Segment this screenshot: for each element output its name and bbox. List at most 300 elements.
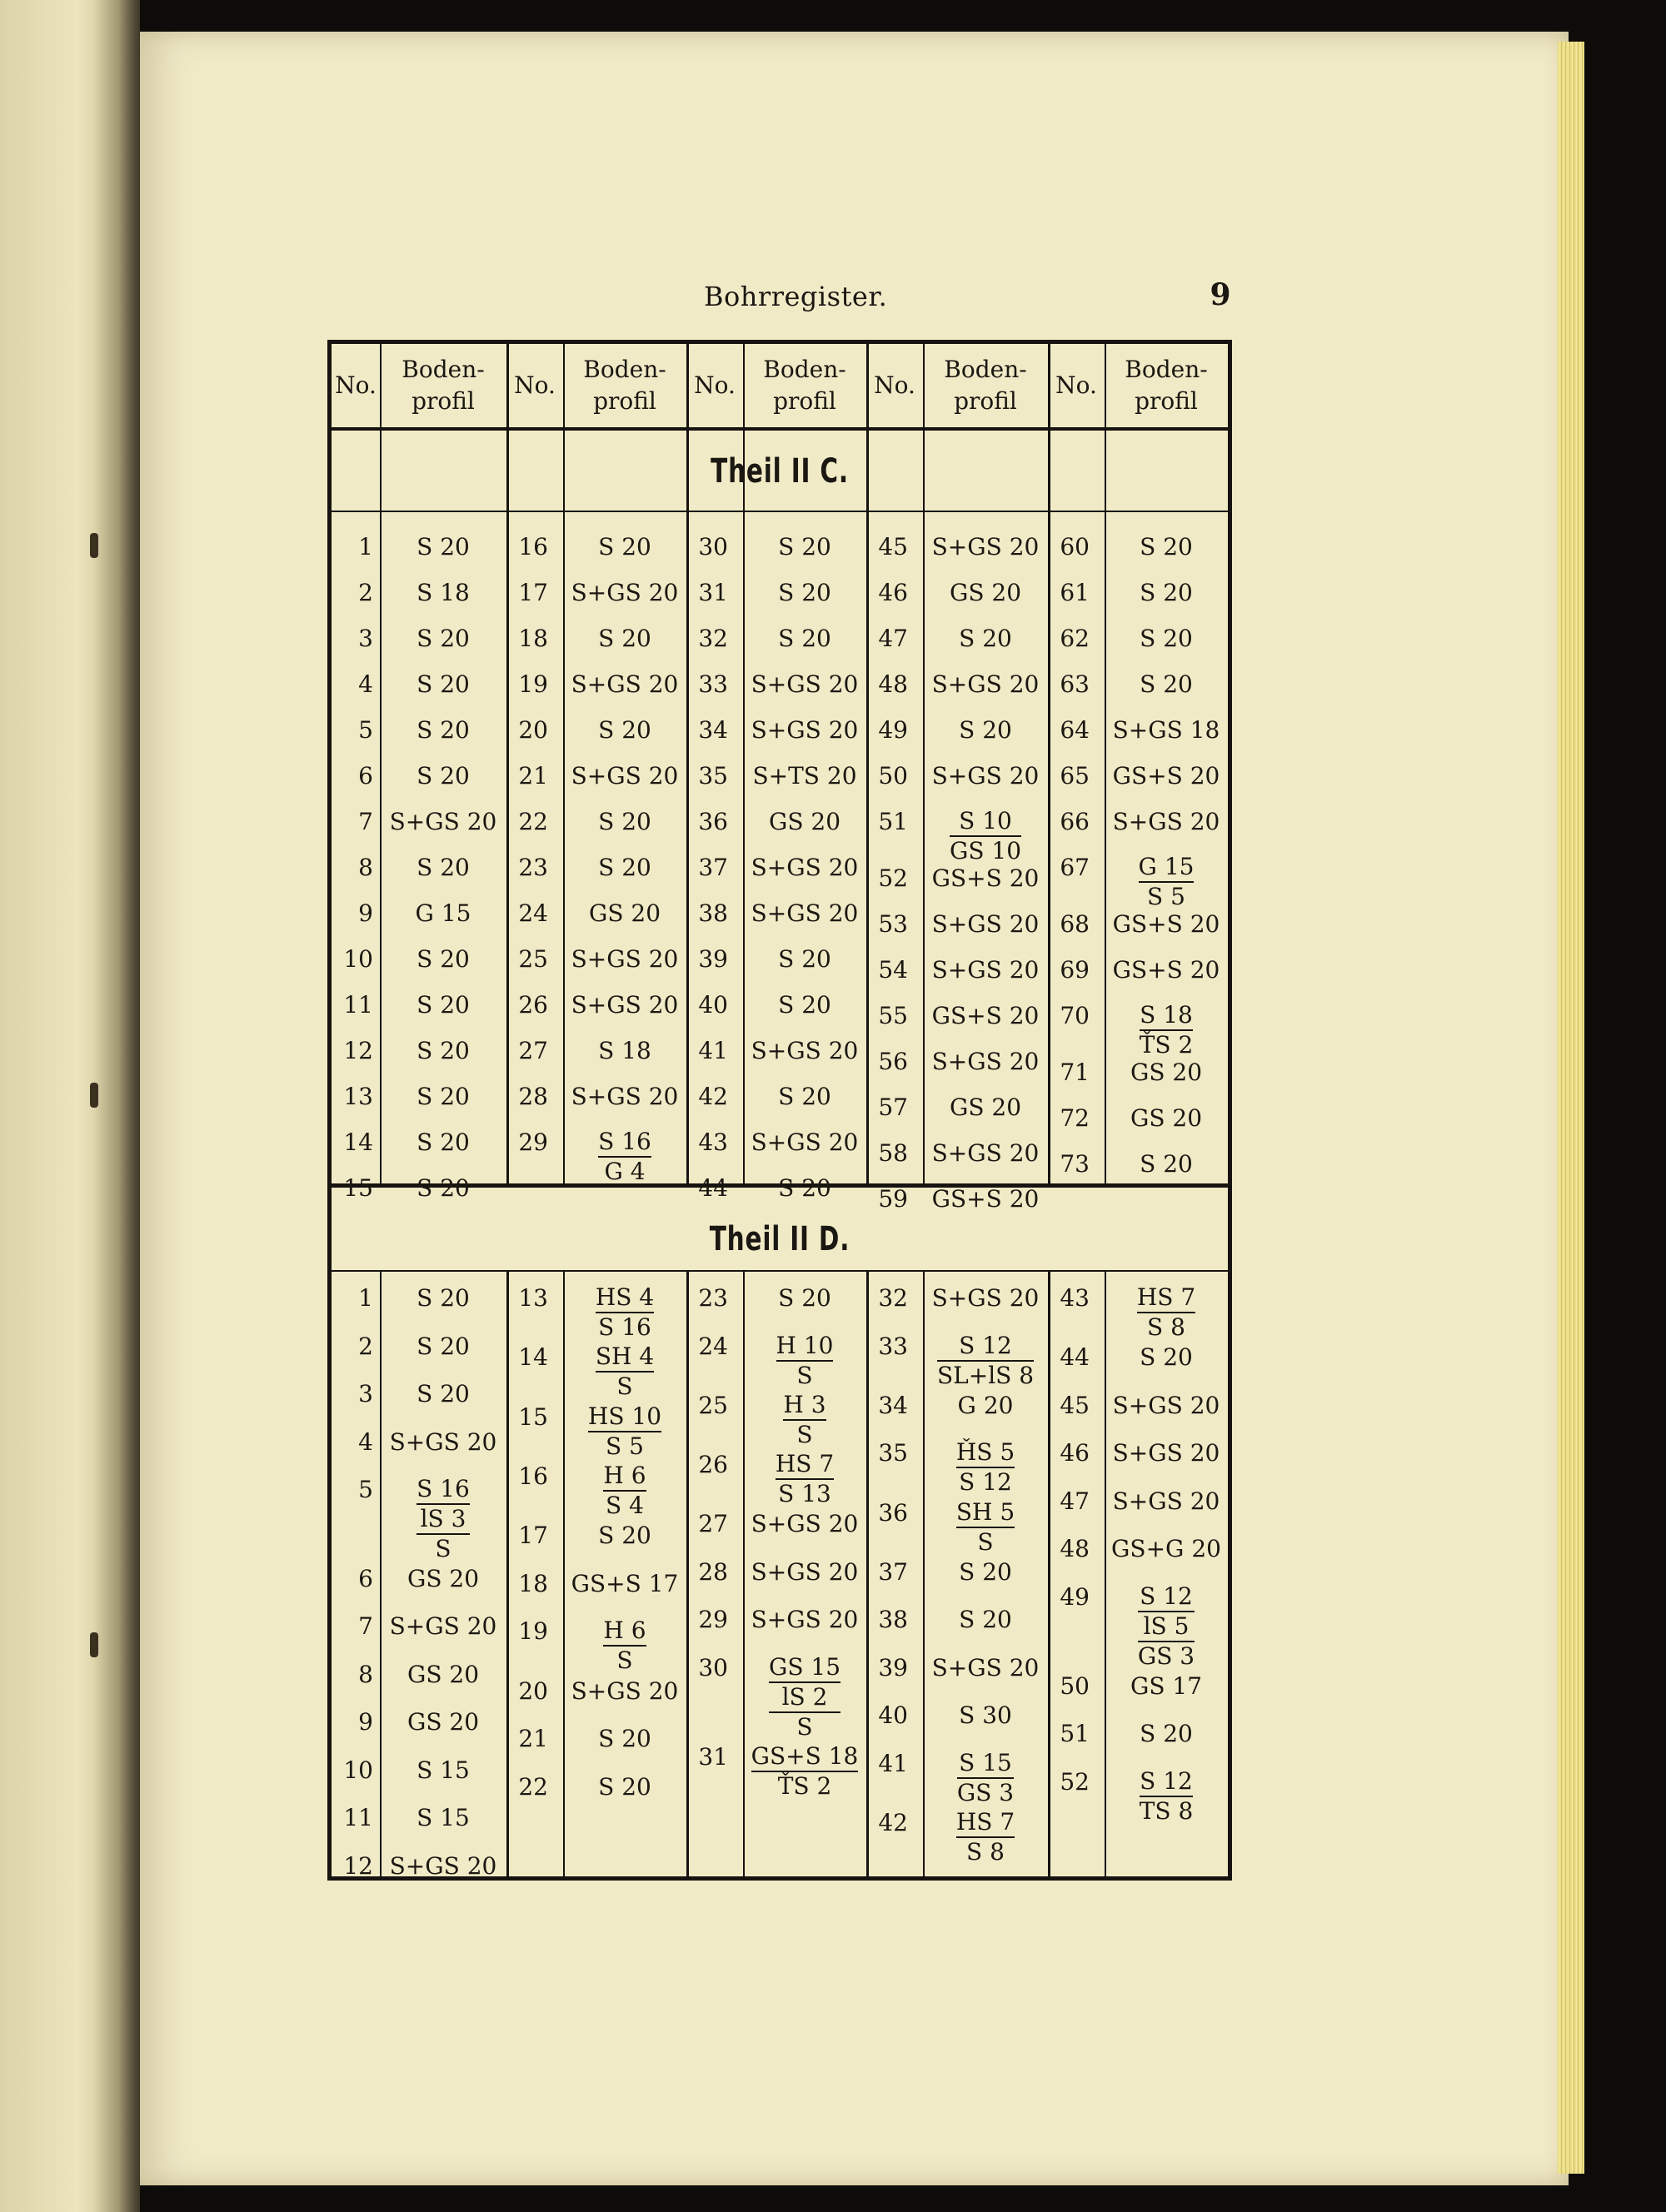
group-rule xyxy=(506,1270,509,1881)
group-rule xyxy=(866,1270,869,1881)
register-no: 4 xyxy=(358,670,373,698)
soil-profile: S+GS 20 xyxy=(931,762,1040,790)
binding-thread xyxy=(90,1083,98,1108)
register-no: 55 xyxy=(878,1002,908,1030)
soil-profile: S+GS 20 xyxy=(751,899,859,927)
register-no: 2 xyxy=(358,579,373,606)
register-no: 10 xyxy=(343,1756,373,1784)
soil-profile: S+GS 20 xyxy=(571,1676,679,1705)
header-profile xyxy=(380,344,506,427)
register-no: 27 xyxy=(698,1510,728,1538)
soil-profile: GS+S 20 xyxy=(931,1002,1040,1030)
register-no: 33 xyxy=(878,1332,908,1360)
page-block-edge xyxy=(1558,42,1584,2174)
register-no: 18 xyxy=(518,1569,548,1597)
soil-profile: GS+S 20 xyxy=(1112,956,1220,984)
register-no: 43 xyxy=(1060,1284,1090,1312)
group-rule xyxy=(506,344,509,1183)
profile-layer: SL+lS 8 xyxy=(936,1361,1035,1389)
register-no: 54 xyxy=(878,956,908,984)
soil-profile: S+GS 20 xyxy=(1112,1487,1220,1515)
profile-layer: S 12 xyxy=(1140,1582,1193,1610)
header-profile xyxy=(1105,344,1228,427)
layered-profile xyxy=(956,1748,1015,1806)
register-no: 30 xyxy=(698,533,728,560)
soil-profile: S 15 xyxy=(416,1756,470,1784)
register-no: 45 xyxy=(878,533,908,560)
soil-profile xyxy=(563,1129,686,1185)
layered-profile xyxy=(776,1333,834,1388)
register-no: 69 xyxy=(1060,956,1090,984)
register-no: 43 xyxy=(698,1128,728,1156)
group-rule xyxy=(686,1270,689,1881)
soil-profile: S 20 xyxy=(416,1380,470,1407)
column-rule xyxy=(743,344,745,1183)
soil-profile: S 20 xyxy=(598,1772,651,1801)
register-no: 30 xyxy=(698,1653,728,1681)
column-rule xyxy=(563,1270,565,1881)
register-no: 10 xyxy=(343,945,373,973)
profile-layer: TS 8 xyxy=(1139,1796,1194,1825)
header-no: No. xyxy=(514,371,556,399)
soil-profile xyxy=(563,1344,686,1400)
register-no: 7 xyxy=(358,1612,373,1641)
register-no: 20 xyxy=(518,1676,548,1705)
layered-profile xyxy=(751,1741,859,1800)
soil-profile: GS 20 xyxy=(949,1094,1022,1122)
header-profile-line1: Boden- xyxy=(944,356,1027,383)
register-no: 36 xyxy=(878,1498,908,1527)
register-no: 62 xyxy=(1060,625,1090,652)
soil-profile: S 20 xyxy=(598,625,651,652)
soil-profile: S+GS 20 xyxy=(389,1427,497,1456)
soil-profile xyxy=(923,1333,1048,1389)
profile-layer: S 4 xyxy=(606,1491,644,1519)
register-no: 32 xyxy=(878,1284,908,1312)
soil-profile xyxy=(563,1285,686,1341)
profile-layer: ŤS 2 xyxy=(777,1771,832,1800)
profile-layer: S 5 xyxy=(606,1432,644,1460)
soil-profile: S+GS 20 xyxy=(571,762,679,790)
layered-profile xyxy=(956,1810,1015,1865)
register-no: 16 xyxy=(518,1462,548,1490)
register-no: 42 xyxy=(698,1083,728,1110)
soil-profile: S 20 xyxy=(416,533,470,560)
register-no: 32 xyxy=(698,625,728,652)
register-no: 26 xyxy=(518,991,548,1019)
soil-profile: S 20 xyxy=(598,854,651,881)
register-no: 9 xyxy=(358,1708,373,1736)
soil-profile: S+GS 20 xyxy=(571,991,679,1019)
register-no: 8 xyxy=(358,854,373,881)
profile-layer: SH 5 xyxy=(955,1497,1015,1526)
soil-profile: GS 20 xyxy=(949,579,1022,606)
soil-profile: S 20 xyxy=(416,1284,470,1312)
layered-profile xyxy=(1137,1285,1195,1340)
register-no: 63 xyxy=(1060,670,1090,698)
soil-profile: S+GS 20 xyxy=(571,579,679,606)
soil-profile: S 20 xyxy=(1140,533,1193,560)
soil-profile: GS 20 xyxy=(768,808,841,835)
header-no: No. xyxy=(335,371,377,399)
register-no: 66 xyxy=(1060,808,1090,835)
soil-profile: S+GS 20 xyxy=(751,1557,859,1586)
soil-profile: S 20 xyxy=(778,1174,831,1202)
profile-layer: GS+S 18 xyxy=(751,1741,859,1770)
soil-profile: S 20 xyxy=(598,808,651,835)
soil-profile: S 20 xyxy=(1140,1720,1193,1748)
profile-layer: H 3 xyxy=(783,1390,826,1418)
soil-profile: S+GS 20 xyxy=(571,1083,679,1110)
profile-layer: S 16 xyxy=(598,1313,651,1341)
register-no: 68 xyxy=(1060,910,1090,939)
soil-profile: S+GS 20 xyxy=(1112,1439,1220,1467)
layered-profile xyxy=(937,1333,1034,1388)
profile-layer: HS 7 xyxy=(775,1450,835,1478)
register-no: 31 xyxy=(698,579,728,606)
register-no: 4 xyxy=(358,1427,373,1456)
register-no: 33 xyxy=(698,670,728,698)
register-no: 44 xyxy=(1060,1343,1090,1372)
layered-profile xyxy=(596,1344,654,1399)
soil-profile: S 20 xyxy=(416,1174,470,1202)
soil-profile xyxy=(380,1477,506,1562)
profile-layer: S 8 xyxy=(966,1838,1005,1866)
profile-layer: lS 2 xyxy=(781,1682,828,1711)
register-no: 52 xyxy=(878,864,908,893)
soil-profile: S+GS 20 xyxy=(389,808,497,835)
section-title: Theil II C. xyxy=(711,452,849,491)
soil-profile: S 20 xyxy=(778,1083,831,1110)
profile-layer: lS 3 xyxy=(420,1505,466,1532)
layered-profile xyxy=(783,1392,826,1447)
soil-profile: S+GS 20 xyxy=(751,670,859,698)
register-no: 38 xyxy=(878,1606,908,1634)
soil-profile xyxy=(923,1440,1048,1496)
soil-profile: S 20 xyxy=(416,625,470,652)
register-no: 1 xyxy=(358,1284,373,1312)
header-no: No. xyxy=(694,371,736,399)
layered-profile xyxy=(416,1477,470,1562)
register-no: 56 xyxy=(878,1048,908,1076)
register-no: 40 xyxy=(878,1701,908,1730)
register-no: 65 xyxy=(1060,762,1090,790)
profile-layer: S 16 xyxy=(416,1475,470,1502)
soil-profile xyxy=(743,1741,866,1800)
soil-profile: S+GS 20 xyxy=(751,716,859,744)
profile-layer: S 13 xyxy=(778,1480,831,1508)
soil-profile: GS 20 xyxy=(588,899,661,927)
header-profile-line1: Boden- xyxy=(402,356,485,383)
soil-profile: GS 20 xyxy=(407,1708,480,1736)
layered-profile xyxy=(776,1452,834,1507)
profile-layer: S xyxy=(616,1647,633,1675)
soil-profile: S 20 xyxy=(959,716,1012,744)
register-no: 35 xyxy=(698,762,728,790)
soil-profile: S+GS 20 xyxy=(931,1284,1040,1312)
profile-layer: S 16 xyxy=(598,1128,651,1155)
column-rule xyxy=(743,1270,745,1881)
register-no: 1 xyxy=(358,533,373,560)
profile-layer: S xyxy=(796,1712,813,1741)
soil-profile: GS+G 20 xyxy=(1111,1535,1221,1563)
soil-profile: S+GS 20 xyxy=(751,1606,859,1634)
header-profile-line1: Boden- xyxy=(1125,356,1208,383)
column-rule xyxy=(923,1270,925,1881)
column-rule xyxy=(380,344,382,1183)
soil-profile: S+GS 20 xyxy=(389,1851,497,1880)
register-no: 41 xyxy=(698,1037,728,1064)
layered-profile xyxy=(768,1652,841,1741)
soil-profile xyxy=(923,1810,1048,1866)
register-no: 24 xyxy=(518,899,548,927)
soil-profile xyxy=(743,1333,866,1389)
register-no: 5 xyxy=(358,716,373,744)
register-no: 36 xyxy=(698,808,728,835)
register-no: 57 xyxy=(878,1094,908,1122)
soil-profile xyxy=(743,1392,866,1448)
soil-profile: S 20 xyxy=(416,991,470,1019)
register-no: 37 xyxy=(878,1557,908,1586)
profile-layer: S 15 xyxy=(959,1748,1012,1776)
soil-profile: S 20 xyxy=(778,533,831,560)
soil-profile: S+GS 20 xyxy=(1112,1391,1220,1419)
register-no: 22 xyxy=(518,808,548,835)
soil-profile: S+GS 20 xyxy=(389,1612,497,1641)
register-no: 12 xyxy=(343,1037,373,1064)
page-number: 9 xyxy=(1210,277,1231,312)
soil-profile: S 20 xyxy=(598,533,651,560)
register-no: 47 xyxy=(1060,1487,1090,1515)
layered-profile xyxy=(1139,854,1195,909)
group-rule xyxy=(1048,344,1050,1183)
column-rule xyxy=(1105,344,1106,1183)
register-no: 28 xyxy=(518,1083,548,1110)
soil-profile: S 20 xyxy=(416,854,470,881)
register-no: 31 xyxy=(698,1742,728,1771)
profile-layer: SH 4 xyxy=(595,1343,655,1371)
binding-thread xyxy=(90,533,98,558)
profile-layer: S xyxy=(435,1535,451,1562)
layered-profile xyxy=(603,1618,646,1673)
profile-layer: H 10 xyxy=(776,1331,834,1359)
profile-layer: S 12 xyxy=(959,1468,1012,1497)
register-no: 13 xyxy=(343,1083,373,1110)
register-no: 15 xyxy=(518,1402,548,1431)
soil-profile: S 20 xyxy=(778,991,831,1019)
register-no: 50 xyxy=(1060,1671,1090,1700)
soil-profile: S+GS 20 xyxy=(931,956,1040,984)
soil-profile: S+GS 20 xyxy=(751,854,859,881)
soil-profile xyxy=(1105,1285,1228,1341)
soil-profile: GS+S 17 xyxy=(571,1569,679,1597)
register-no: 44 xyxy=(698,1174,728,1202)
register-no: 39 xyxy=(698,945,728,973)
soil-profile: GS+S 20 xyxy=(1112,910,1220,939)
header-profile-line2: profil xyxy=(773,387,836,415)
soil-profile: S+GS 20 xyxy=(931,1048,1040,1076)
soil-profile: S 20 xyxy=(1140,1343,1193,1372)
profile-layer: S xyxy=(796,1361,813,1389)
register-no: 61 xyxy=(1060,579,1090,606)
soil-profile: S+GS 20 xyxy=(931,1139,1040,1168)
register-no: 72 xyxy=(1060,1104,1090,1133)
register-no: 49 xyxy=(1060,1582,1090,1611)
profile-layer: S xyxy=(616,1373,633,1401)
soil-profile: S+GS 20 xyxy=(571,670,679,698)
profile-layer: lS 5 xyxy=(1143,1612,1190,1640)
soil-profile: GS 20 xyxy=(1130,1104,1203,1133)
soil-profile: S+GS 20 xyxy=(931,670,1040,698)
register-no: 11 xyxy=(343,1804,373,1832)
register-no: 37 xyxy=(698,854,728,881)
register-no: 73 xyxy=(1060,1150,1090,1178)
register-no: 22 xyxy=(518,1772,548,1801)
soil-profile xyxy=(1105,1003,1228,1059)
soil-profile: S 20 xyxy=(959,1606,1012,1634)
register-no: 27 xyxy=(518,1037,548,1064)
soil-profile xyxy=(743,1652,866,1741)
register-no: 42 xyxy=(878,1809,908,1837)
register-no: 48 xyxy=(1060,1535,1090,1563)
soil-profile: S+GS 20 xyxy=(571,945,679,973)
register-no: 3 xyxy=(358,1380,373,1407)
soil-profile xyxy=(1105,854,1228,910)
soil-profile: S 20 xyxy=(778,625,831,652)
column-rule xyxy=(380,1270,382,1881)
register-no: 70 xyxy=(1060,1002,1090,1030)
profile-layer: S xyxy=(796,1420,813,1448)
soil-profile: G 20 xyxy=(957,1391,1014,1419)
register-no: 40 xyxy=(698,991,728,1019)
register-no: 17 xyxy=(518,579,548,606)
soil-profile: S 20 xyxy=(416,1083,470,1110)
header-no: No. xyxy=(1055,371,1097,399)
register-no: 39 xyxy=(878,1653,908,1681)
soil-profile: GS 20 xyxy=(407,1660,480,1688)
soil-profile: GS 17 xyxy=(1130,1671,1203,1700)
register-no: 64 xyxy=(1060,716,1090,744)
soil-profile: GS 20 xyxy=(407,1564,480,1592)
header-profile-line2: profil xyxy=(593,387,656,415)
header-profile-line1: Boden- xyxy=(763,356,846,383)
register-no: 9 xyxy=(358,899,373,927)
profile-layer: S 5 xyxy=(1147,883,1185,910)
register-no: 3 xyxy=(358,625,373,652)
register-no: 47 xyxy=(878,625,908,652)
register-no: 67 xyxy=(1060,854,1090,881)
soil-profile: S 20 xyxy=(1140,1150,1193,1178)
layered-profile xyxy=(598,1129,651,1184)
group-rule xyxy=(866,344,869,1183)
soil-profile xyxy=(743,1452,866,1507)
register-no: 59 xyxy=(878,1185,908,1213)
register-no: 6 xyxy=(358,1564,373,1592)
register-no: 21 xyxy=(518,762,548,790)
register-no: 21 xyxy=(518,1725,548,1752)
register-no: 34 xyxy=(698,716,728,744)
register-no: 38 xyxy=(698,899,728,927)
profile-layer: ŤS 2 xyxy=(1139,1031,1194,1059)
soil-profile: S 20 xyxy=(416,1128,470,1156)
soil-profile: GS+S 20 xyxy=(931,1185,1040,1213)
register-no: 48 xyxy=(878,670,908,698)
register-no: 46 xyxy=(878,579,908,606)
register-no: 45 xyxy=(1060,1391,1090,1419)
register-no: 15 xyxy=(343,1174,373,1202)
book-gutter xyxy=(93,0,140,2212)
register-no: 20 xyxy=(518,716,548,744)
profile-layer: H 6 xyxy=(603,1461,646,1489)
register-no: 29 xyxy=(698,1606,728,1634)
register-no: 23 xyxy=(518,854,548,881)
register-no: 53 xyxy=(878,910,908,939)
soil-profile: S 20 xyxy=(778,1284,831,1312)
soil-profile: GS 20 xyxy=(1130,1059,1203,1087)
soil-profile: S 20 xyxy=(778,945,831,973)
group-rule xyxy=(686,344,689,1183)
soil-profile: S 18 xyxy=(598,1037,651,1064)
soil-profile: S+GS 20 xyxy=(751,1037,859,1064)
rule xyxy=(332,511,1228,512)
soil-profile xyxy=(923,1497,1048,1556)
header-profile xyxy=(563,344,686,427)
profile-layer: S 10 xyxy=(959,807,1012,834)
borehole-register-table xyxy=(327,340,1232,1881)
register-no: 29 xyxy=(518,1128,548,1156)
register-no: 51 xyxy=(878,808,908,835)
soil-profile: S 20 xyxy=(416,670,470,698)
group-rule xyxy=(1048,1270,1050,1881)
binding-thread xyxy=(90,1632,98,1657)
soil-profile: S 20 xyxy=(1140,625,1193,652)
soil-profile: S 15 xyxy=(416,1804,470,1832)
header-profile xyxy=(743,344,866,427)
layered-profile xyxy=(1140,1003,1194,1058)
register-no: 19 xyxy=(518,1617,548,1646)
header-profile-line2: profil xyxy=(1135,387,1198,415)
soil-profile: S 30 xyxy=(959,1701,1012,1730)
soil-profile: S 20 xyxy=(598,1522,651,1550)
layered-profile xyxy=(950,809,1021,864)
layered-profile xyxy=(1139,1766,1194,1825)
soil-profile xyxy=(563,1618,686,1674)
soil-profile: G 15 xyxy=(415,899,471,927)
soil-profile: S 20 xyxy=(416,1332,470,1360)
register-no: 14 xyxy=(343,1128,373,1156)
register-no: 58 xyxy=(878,1139,908,1168)
register-no: 2 xyxy=(358,1332,373,1360)
rule xyxy=(332,1270,1228,1272)
soil-profile: S+GS 20 xyxy=(751,1510,859,1538)
soil-profile xyxy=(1105,1584,1228,1670)
register-no: 8 xyxy=(358,1660,373,1688)
register-no: 50 xyxy=(878,762,908,790)
column-rule xyxy=(563,344,565,1183)
register-no: 71 xyxy=(1060,1059,1090,1087)
profile-layer: GS 3 xyxy=(1137,1642,1195,1670)
soil-profile: S+GS 20 xyxy=(931,910,1040,939)
header-profile-line2: profil xyxy=(412,387,475,415)
soil-profile: S 20 xyxy=(416,945,470,973)
soil-profile xyxy=(563,1463,686,1519)
profile-layer: HS 4 xyxy=(595,1283,655,1311)
soil-profile xyxy=(923,1748,1048,1806)
header-profile-line1: Boden- xyxy=(583,356,666,383)
register-no: 11 xyxy=(343,991,373,1019)
register-no: 25 xyxy=(698,1391,728,1419)
register-no: 49 xyxy=(878,716,908,744)
